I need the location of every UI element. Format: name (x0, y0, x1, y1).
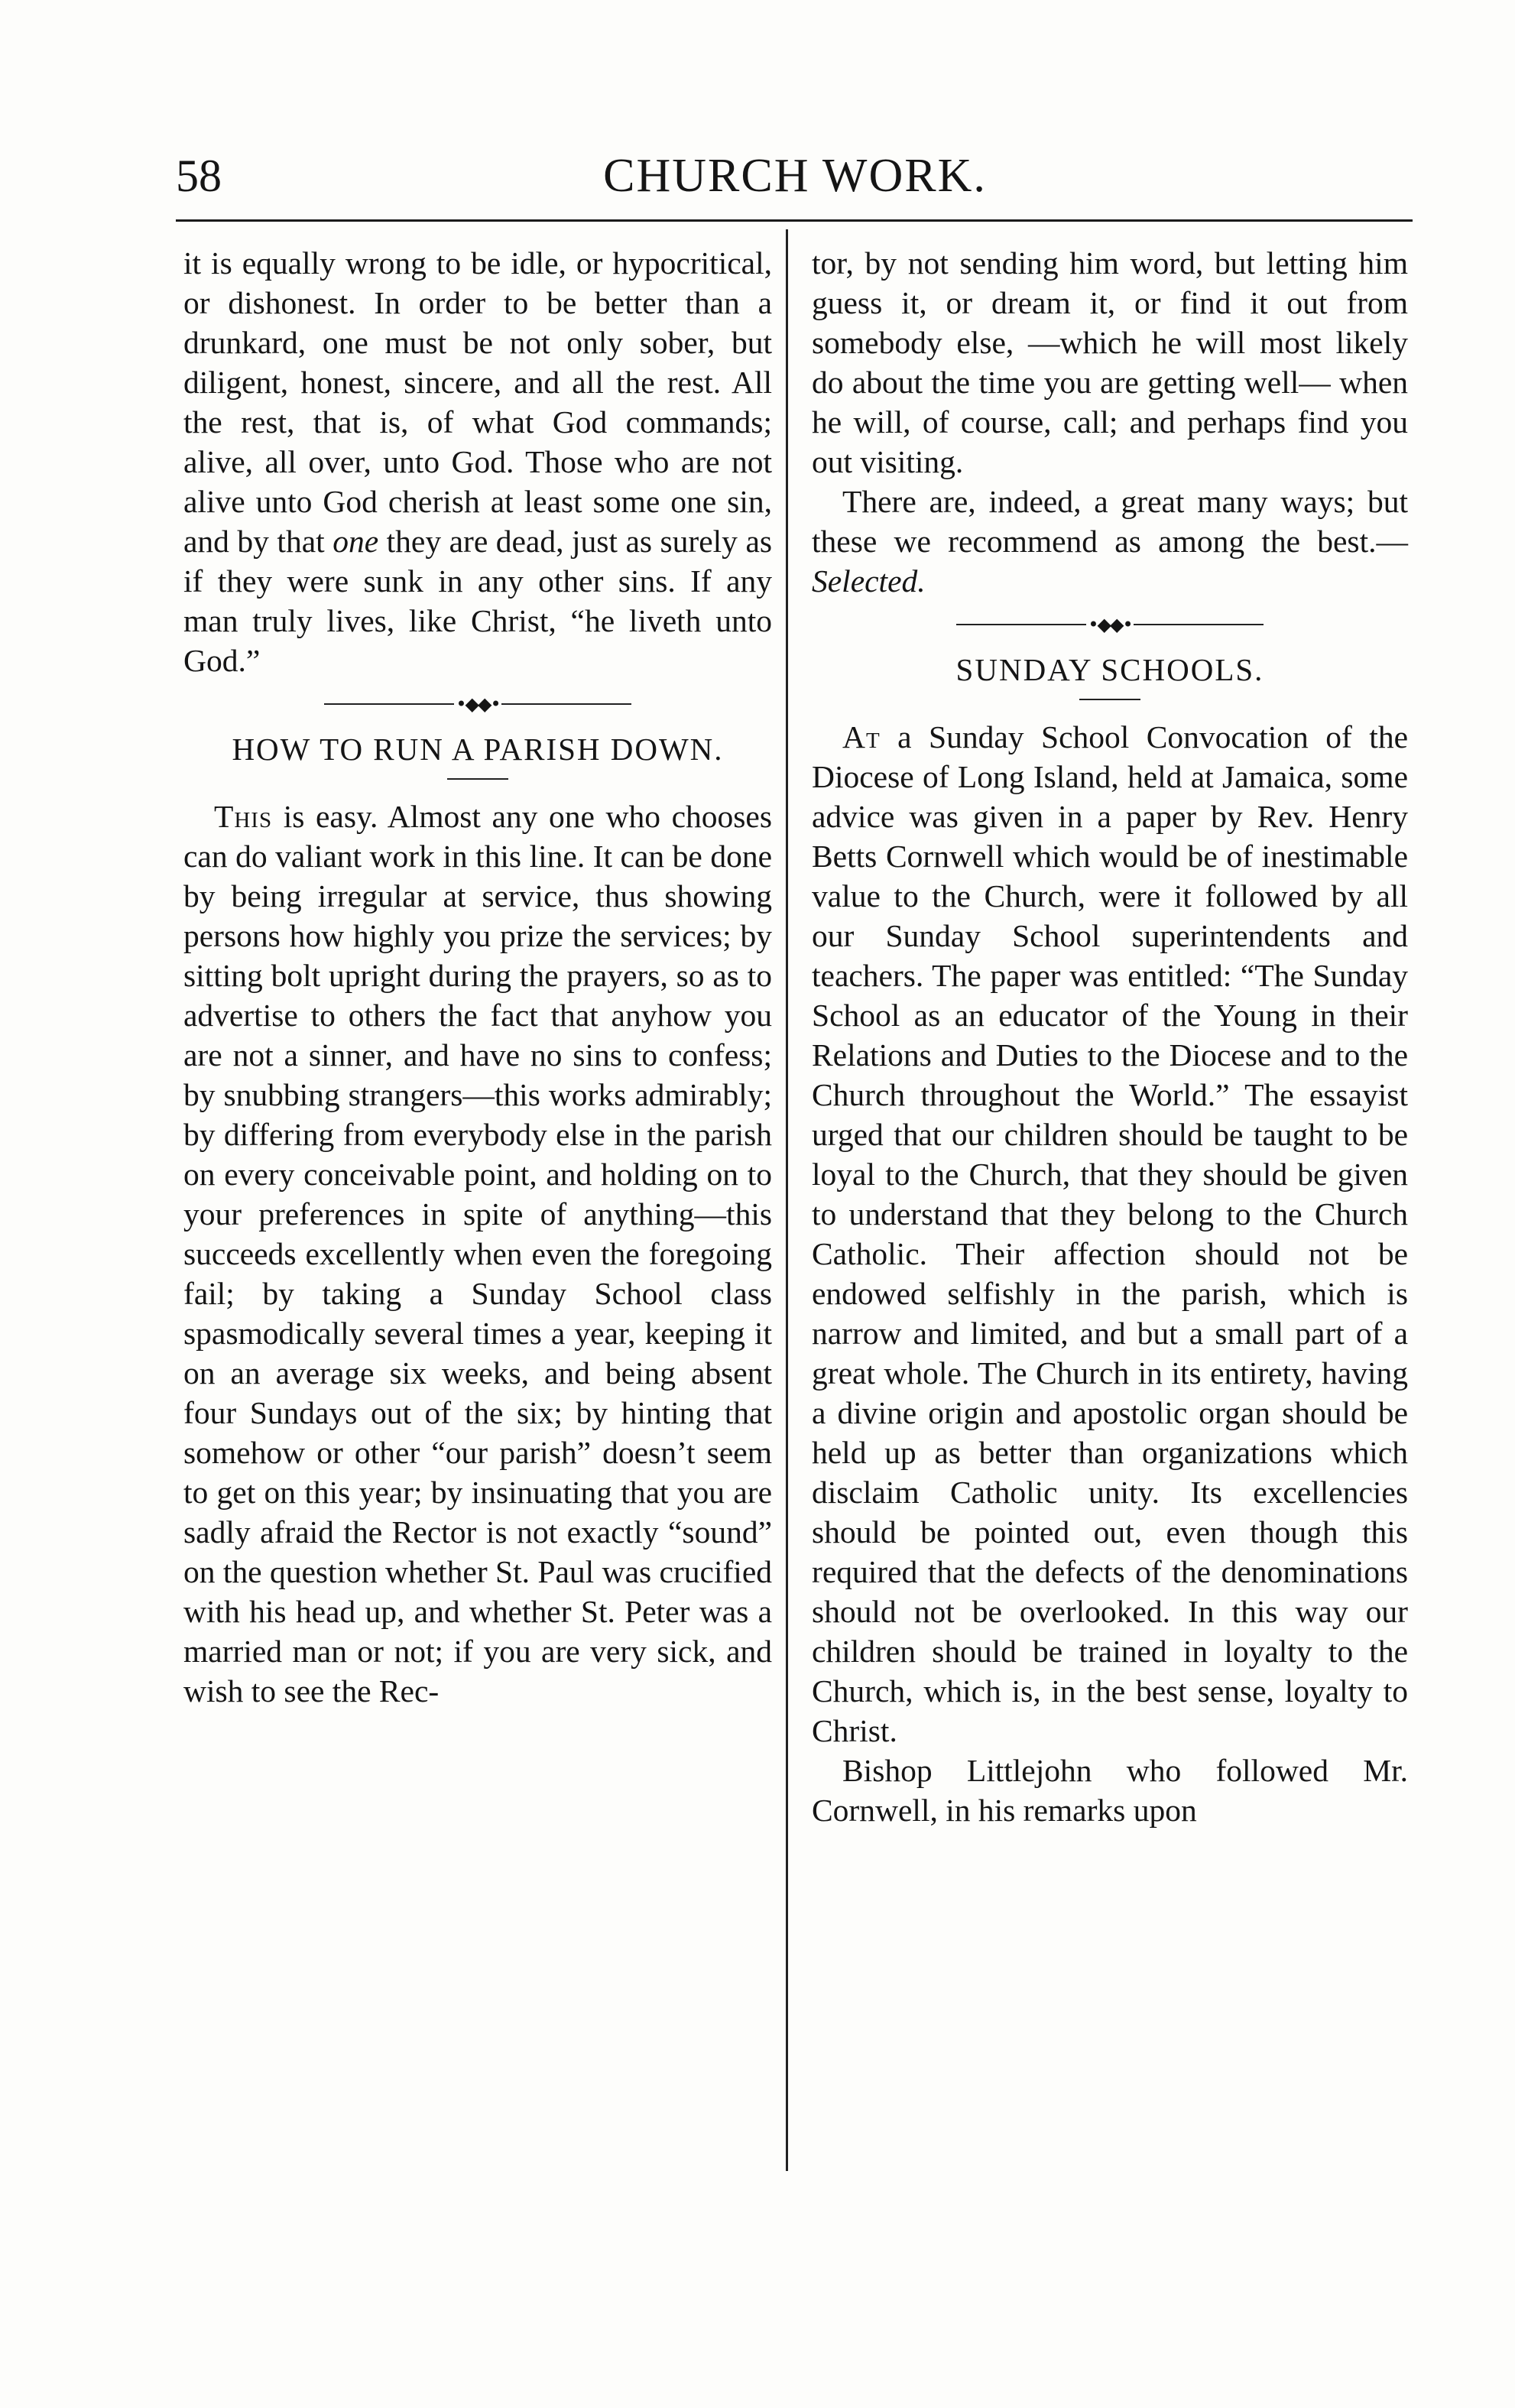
continued-paragraph: tor, by not sending him word, but letting him guess it, or dream it, or find it out from somebody else, —which he will most likely do about the time you are getting well— when he will, of course, call; and perhaps find you out visiting. (812, 245, 1408, 479)
section-title-parish: HOW TO RUN A PARISH DOWN. (232, 732, 724, 767)
page-header (176, 149, 1414, 210)
left-column (183, 243, 772, 1711)
article-body: a Sunday School Convocation of the Diocese of Long Island, held at Jamaica, some advice was given in a paper by Rev. Henry Betts Cornwell which would be of inestimable value to the Church, were it followed by all our Sunday School superintendents and teachers. The paper was entitled: “The Sunday School as an educator of the Young in their Relations and Duties to the Diocese and to the Church throughout the World.” The essayist urged that our children should be taught to be loyal to the Church, that they should be given to understand that they belong to the Church Catholic. Their affection should not be endowed selfishly in the parish, which is narrow and limited, and but a small part of a great whole. The Church in its entirety, having a divine origin and apostolic organ should be held up as better than organizations which disclaim Catholic unity. Its excellencies should be pointed out, even though this required that the defects of the denominations should not be overlooked. In this way our children should be trained in loyalty to the Church, which is, in the best sense, loyalty to Christ. (812, 719, 1408, 1748)
ornament-line-left (956, 624, 1086, 625)
article-lead-word: At (842, 719, 881, 755)
paragraph-text-end: they are dead, just as surely as if they were sunk in any other sins. If any man truly lives, like Christ, “he liveth unto God.” (183, 524, 773, 678)
section-ornament (812, 604, 1408, 645)
article-paragraph (812, 717, 1408, 1751)
section-title-sunday-schools: SUNDAY SCHOOLS. (955, 652, 1264, 687)
closing-paragraph (812, 482, 1408, 601)
ornament-glyph: •◆◆• (456, 693, 500, 715)
header-rule (176, 219, 1413, 222)
article-paragraph (183, 797, 772, 1711)
article-paragraph-last: Bishop Littlejohn who followed Mr. Cornwell, in his remarks upon (812, 1753, 1408, 1828)
column-divider (786, 229, 788, 2171)
title-rule (1079, 699, 1140, 700)
article-lead-word: This (214, 799, 273, 834)
paragraph-text: it is equally wrong to be idle, or hypocritical, or dishonest. In order to be better than a drunkard, one must be not only sober, but diligent, honest, sincere, and all the rest. All the rest, that is, of what God commands; alive, all over, unto God. Those who are not alive unto God cherish at least some one sin, and by that (183, 245, 772, 559)
ornament-line-right (1134, 624, 1264, 625)
right-column (812, 243, 1408, 1830)
running-title: CHURCH WORK. (603, 150, 987, 202)
paragraph-text: There are, indeed, a great many ways; but these we recommend as among the best.— (812, 484, 1408, 559)
page-number: 58 (176, 151, 222, 201)
continued-paragraph (183, 243, 772, 680)
ornament-line-right (501, 703, 631, 705)
ornament-line-left (324, 703, 454, 705)
attribution-text: Selected. (812, 563, 926, 599)
section-ornament (183, 683, 772, 725)
article-body: is easy. Almost any one who chooses can do valiant work in this line. It can be done by being irregular at service, thus showing persons how highly you prize the services; by sitting bolt upright during the prayers, so as to advertise to others the fact that anyhow you are not a sinner, and have no sins to confess; by snubbing strangers—this works admirably; by differing from everybody else in the parish on every conceivable point, and holding on to your preferences in spite of anything—this succeeds excellently when even the foregoing fail; by taking a Sunday School class spasmodically several times a year, keeping it on an average six weeks, and being absent four Sundays out of the six; by hinting that somehow or other “our parish” doesn’t seem to get on this year; by insinuating that you are sadly afraid the Rector is not exactly “sound” on the question whether St. Paul was crucified with his head up, and whether St. Peter was a married man or not; if you are very sick, and wish to see the Rec- (183, 799, 772, 1709)
emphasis-text: one (333, 524, 379, 559)
ornament-glyph: •◆◆• (1088, 614, 1132, 635)
title-rule (447, 778, 508, 780)
